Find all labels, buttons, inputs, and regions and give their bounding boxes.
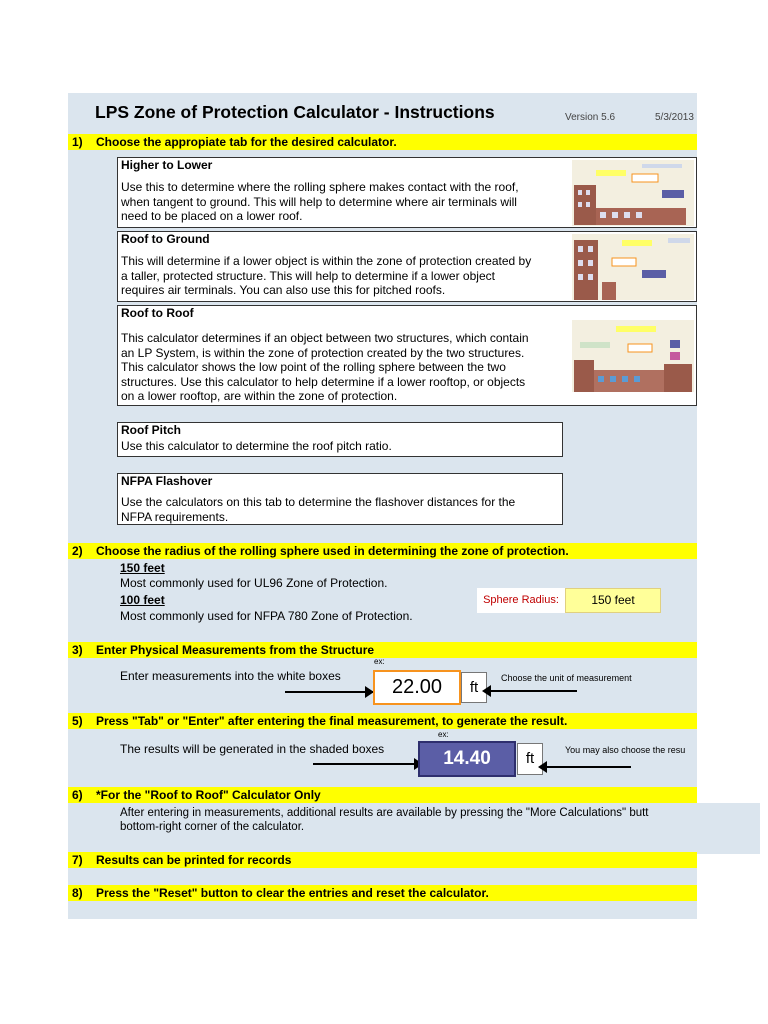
step-2-row [68,543,697,559]
arrow-right-icon [313,763,423,765]
step-text: Choose the radius of the rolling sphere used in determining the zone of protection. [96,544,569,558]
results-instruction: The results will be generated in the shaded boxes [120,742,385,756]
step-text: Enter Physical Measurements from the Structure [96,643,375,657]
sphere-option-100-desc: Most commonly used for NFPA 780 Zone of Protection. [120,609,413,623]
calc-card-roof-to-roof [117,305,697,406]
calc-description: Use this to determine where the rolling sphere makes contact with the roof, when tangent to ground. This will help to determine where air terminals will need to be placed on a lower roof. [121,180,519,223]
step-number: 7) [72,853,83,867]
arrowhead-icon [538,761,547,773]
step-text: Choose the appropiate tab for the desired calculator. [96,135,397,149]
example-measurement-input[interactable]: 22.00 [373,670,461,705]
result-unit-note: You may also choose the resu [565,745,686,755]
calc-title: Roof to Ground [121,232,210,246]
step-text: Press "Tab" or "Enter" after entering the final measurement, to generate the result. [96,714,568,728]
arrow-left-icon [487,690,577,692]
sphere-option-150-title: 150 feet [120,561,165,575]
unit-select[interactable]: ft [461,672,487,703]
sphere-radius-label: Sphere Radius: [477,588,565,613]
calc-thumbnail-image [572,160,694,226]
page-title: LPS Zone of Protection Calculator - Instructions [95,102,495,122]
step-6-row [68,787,697,803]
roof-to-roof-note-line-2: bottom-right corner of the calculator. [120,821,305,833]
calc-title: Higher to Lower [121,158,213,172]
step-number: 5) [72,714,83,728]
step-7-row [68,852,697,868]
result-unit-select[interactable]: ft [517,743,543,775]
sheet-overflow-cell [697,803,760,854]
example-result-box: 14.40 [418,741,516,777]
sphere-option-100-title: 100 feet [120,593,165,607]
step-number: 8) [72,886,83,900]
step-number: 3) [72,643,83,657]
step-5-row [68,713,697,729]
step-text: Results can be printed for records [96,853,292,867]
sphere-option-150-desc: Most commonly used for UL96 Zone of Protection. [120,576,388,590]
step-number: 1) [72,135,83,149]
version-date: 5/3/2013 [655,112,694,123]
step-1-row [68,134,697,150]
arrow-right-icon [285,691,373,693]
calc-thumbnail-image [572,320,694,392]
step-text: Press the "Reset" button to clear the entries and reset the calculator. [96,886,489,900]
calc-title: NFPA Flashover [121,474,213,488]
calc-card-nfpa-flashover [117,473,563,525]
calc-card-roof-to-ground [117,231,697,302]
calc-title: Roof Pitch [121,423,181,437]
calc-card-higher-to-lower [117,157,697,228]
example-label: ex: [374,657,385,666]
roof-to-roof-note-line-1: After entering in measurements, additional results are available by pressing the "More Calculations" butt [120,807,649,819]
calc-description: This calculator determines if an object between two structures, which contain an LP System, is within the zone of protection created by the two structures. This calculator shows the low point of the rolling sphere between the two structures. Use this calculator to help determine if a lower rooftop, or objects on a lower rooftop, are within the zone of protection. [121,331,529,403]
calc-card-roof-pitch [117,422,563,457]
example-label: ex: [438,730,449,739]
unit-note: Choose the unit of measurement [501,673,632,683]
calc-description: Use this calculator to determine the roof pitch ratio. [121,439,392,453]
step-3-row [68,642,697,658]
step-text: *For the "Roof to Roof" Calculator Only [96,788,321,802]
step-8-row [68,885,697,901]
step-number: 6) [72,788,83,802]
measure-instruction: Enter measurements into the white boxes [120,669,341,683]
sphere-radius-select[interactable]: 150 feet [565,588,661,613]
calc-title: Roof to Roof [121,306,194,320]
arrow-left-icon [543,766,631,768]
calc-description: This will determine if a lower object is within the zone of protection created by a taller, protected structure. This will help to determine if a lower object requires air terminals. You can also use this for pitched roofs. [121,254,532,297]
calc-description: Use the calculators on this tab to determine the flashover distances for the NFPA requirements. [121,495,516,524]
step-number: 2) [72,544,83,558]
calc-thumbnail-image [572,234,694,300]
arrowhead-icon [482,685,491,697]
version-label: Version 5.6 [565,112,616,123]
